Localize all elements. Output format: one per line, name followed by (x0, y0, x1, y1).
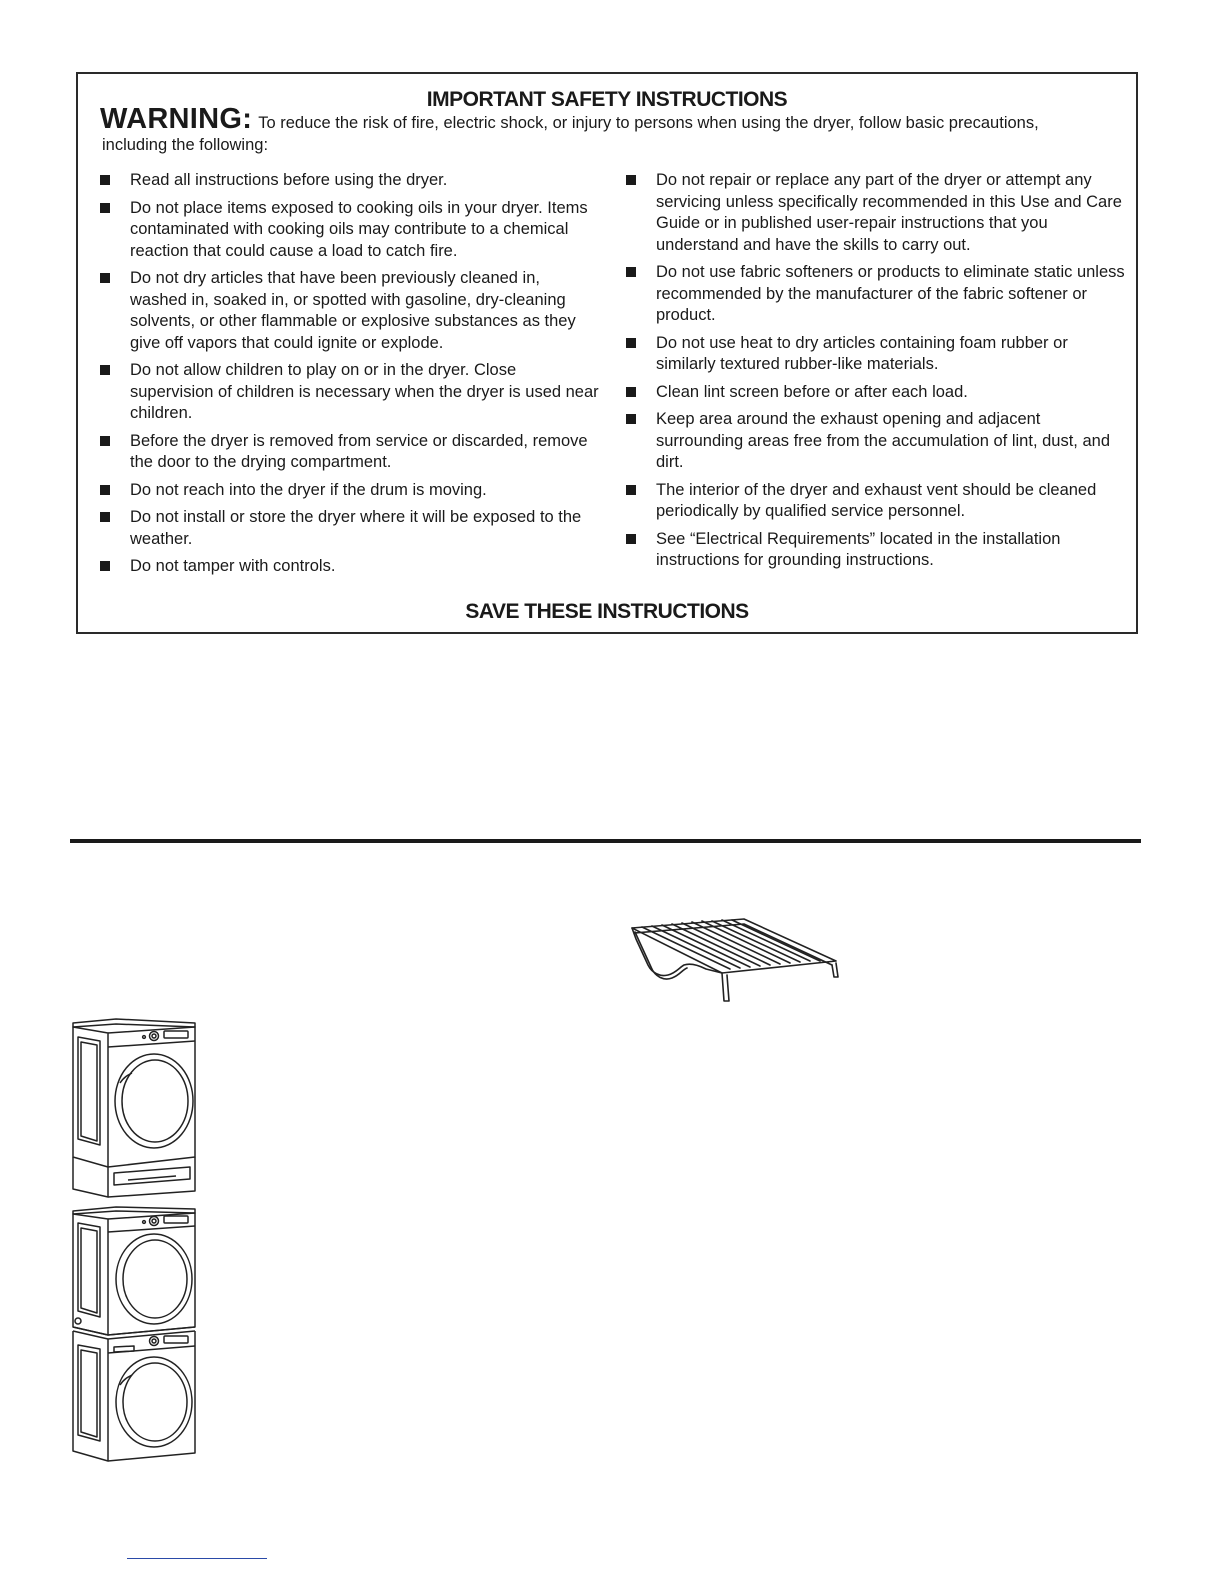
safety-list-right (626, 170, 1126, 578)
square-bullet-icon (626, 267, 636, 277)
safety-left-item (100, 507, 600, 550)
safety-item-text: See “Electrical Requirements” located in the installation instructions for grounding instructions. (656, 529, 1061, 569)
square-bullet-icon (100, 365, 110, 375)
safety-right-item (626, 170, 1126, 256)
safety-title: IMPORTANT SAFETY INSTRUCTIONS (426, 88, 788, 111)
safety-left-item (100, 360, 600, 425)
safety-left-item (100, 480, 600, 502)
safety-right-item (626, 382, 1126, 404)
safety-item-text: Do not allow children to play on or in the dryer. Close supervision of children is necessary when the dryer is used near children. (130, 361, 599, 422)
warning-statement (100, 103, 1118, 156)
safety-left-item (100, 556, 600, 578)
safety-left-item (100, 198, 600, 263)
safety-right-item (626, 480, 1126, 523)
safety-left-item (100, 431, 600, 474)
square-bullet-icon (100, 203, 110, 213)
safety-item-text: Do not dry articles that have been previously cleaned in, washed in, soaked in, or spotted with gasoline, dry-cleaning solvents, or other flammable or explosive substances as they give off vapors that could ignite or explode. (130, 269, 576, 352)
square-bullet-icon (100, 436, 110, 446)
safety-list-left (100, 170, 600, 584)
safety-right-item (626, 409, 1126, 474)
square-bullet-icon (100, 175, 110, 185)
safety-item-text: Do not use heat to dry articles containing foam rubber or similarly textured rubber-like materials. (656, 333, 1068, 373)
safety-left-item (100, 170, 600, 192)
safety-item-text: Do not tamper with controls. (130, 557, 336, 575)
safety-item-text: Clean lint screen before or after each load. (656, 382, 968, 401)
safety-item-text: Do not use fabric softeners or products to eliminate static unless recommended by the manufacturer of the fabric softener or product. (656, 263, 1125, 324)
square-bullet-icon (100, 273, 110, 283)
safety-right-item (626, 333, 1126, 376)
safety-item-text: Do not install or store the dryer where it will be exposed to the weather. (130, 508, 582, 548)
square-bullet-icon (626, 338, 636, 348)
safety-left-item (100, 268, 600, 354)
square-bullet-icon (100, 485, 110, 495)
save-instructions-title: SAVE THESE INSTRUCTIONS (465, 600, 749, 623)
drying-rack-illustration (626, 915, 846, 1007)
warning-text-continued: including the following: (102, 136, 269, 154)
square-bullet-icon (100, 561, 110, 571)
safety-item-text: Do not place items exposed to cooking oils in your dryer. Items contaminated with cooking oils may contribute to a chemical reaction that could cause a load to catch fire. (130, 198, 588, 260)
square-bullet-icon (100, 512, 110, 522)
section-divider (70, 839, 1141, 843)
safety-item-text: Before the dryer is removed from service or discarded, remove the door to the drying compartment. (130, 431, 588, 471)
safety-item-text: The interior of the dryer and exhaust vent should be cleaned periodically by qualified service personnel. (656, 480, 1097, 520)
safety-item-text: Do not reach into the dryer if the drum is moving. (130, 480, 487, 499)
safety-right-item (626, 262, 1126, 327)
warning-text: To reduce the risk of fire, electric shock, or injury to persons when using the dryer, follow basic precautions, (258, 114, 1039, 132)
dryer-on-pedestal-illustration (70, 1017, 200, 1199)
footer-link-underline (127, 1558, 267, 1559)
safety-instructions-box (76, 72, 1138, 634)
square-bullet-icon (626, 485, 636, 495)
square-bullet-icon (626, 414, 636, 424)
warning-word: WARNING: (100, 103, 253, 135)
stacked-washer-dryer-illustration (70, 1205, 200, 1467)
safety-item-text: Keep area around the exhaust opening and adjacent surrounding areas free from the accumulation of lint, dust, and dirt. (656, 410, 1110, 471)
square-bullet-icon (626, 175, 636, 185)
safety-item-text: Do not repair or replace any part of the dryer or attempt any servicing unless specifically recommended in this Use and Care Guide or in published user-repair instructions that you understand and have the skills to carry out. (656, 171, 1122, 254)
safety-item-text: Read all instructions before using the dryer. (130, 171, 448, 189)
square-bullet-icon (626, 387, 636, 397)
safety-right-item (626, 529, 1126, 572)
square-bullet-icon (626, 534, 636, 544)
